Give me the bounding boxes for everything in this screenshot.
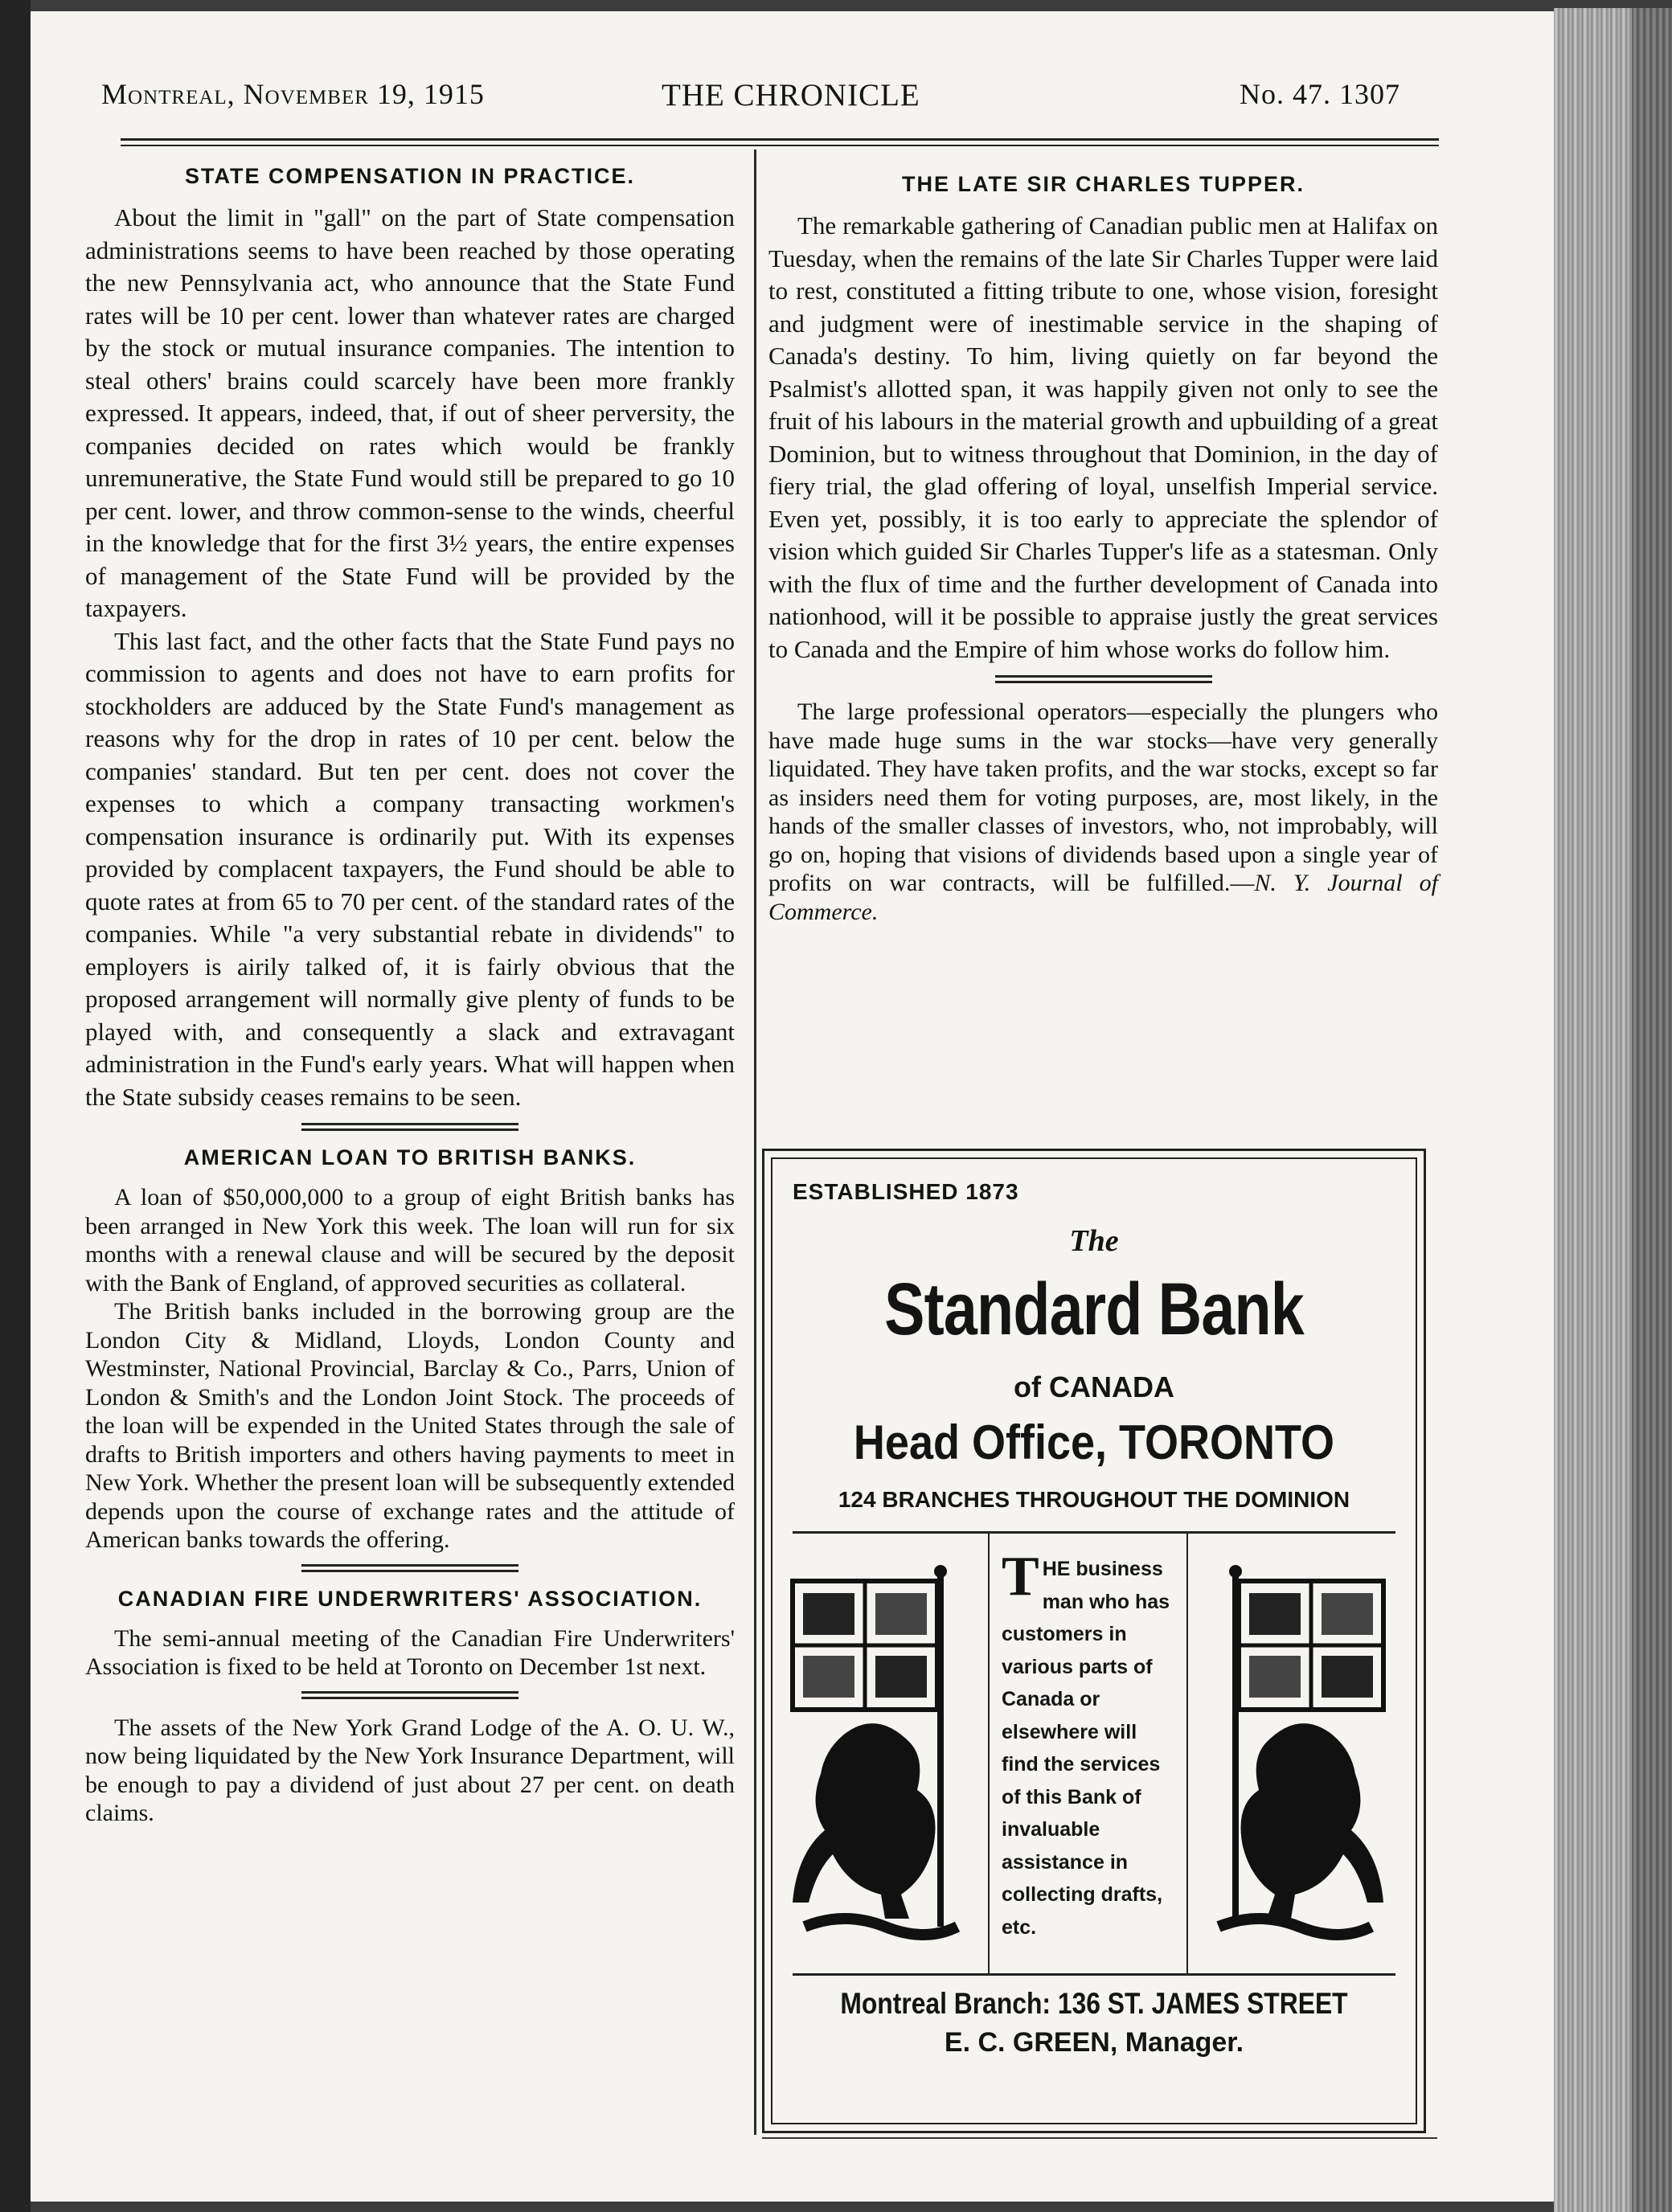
ad-montreal-branch: Montreal Branch: 136 ST. JAMES STREET xyxy=(840,1987,1348,2020)
ad-bank-name: Standard Bank xyxy=(884,1268,1304,1350)
advertisement-inner-border xyxy=(771,1157,1417,2124)
column-divider xyxy=(754,150,756,2135)
book-spine-edge xyxy=(1632,8,1672,2212)
article-paragraph: This last fact, and the other facts that the State Fund pays no commission to agents and does not have to earn profits for stockholders are adduced by the State Fund's management as reasons why for the drop in rates of 10 per cent. below the companies' standard. But ten per cent. does not cover the expenses to which a company transacting workmen's compensation insurance is ordinarily put. With its expenses provided by complacent taxpayers, the Fund should be able to quote rates at from 65 to 70 per cent. of the standard rates of the companies. While "a very substantial rebate in dividends" to employers is airily talked of, it is fairly obvious that the proposed arrangement will normally give plenty of funds to be played with, and consequently a slack and extravagant administration in the Fund's early years. What will happen when the State subsidy ceases remains to be seen. xyxy=(85,626,735,1111)
ad-rule xyxy=(1186,1531,1188,1973)
article-paragraph: The British banks included in the borrowing group are the London City & Midland, Lloyds, London County and Westminster, National Provincial, Barclay & Co., Parrs, Union of London & Smith's and the London Joint Stock. The proceeds of the loan will be expended in the United States through the sale of drafts to British importers and others having payments to meet in New York. Whether the present loan will be subsequently extended depends upon the course of exchange rates and the attitude of American banks towards the offering. xyxy=(85,1298,735,1553)
headline-american-loan: AMERICAN LOAN TO BRITISH BANKS. xyxy=(183,1145,637,1169)
article-paragraph: About the limit in "gall" on the part of State compensation administrations seems to have been reached by those operating the new Pennsylvania act, who announce that the State Fund rates will be 10 per cent. lower than whatever rates are charged by the stock or mutual insurance companies. The intention to steal others' brains could scarcely have been more frankly expressed. It appears, indeed, that, if out of sheer perversity, the companies decided on rates which would be frankly unremunerative, the State Fund would still be prepared to go 10 per cent. lower, and throw common-sense to the winds, cheerful in the knowledge that for the first 3½ years, the entire expenses of management of the State Fund will be provided by the taxpayers. xyxy=(85,203,735,622)
newspaper-page xyxy=(31,11,1554,2202)
section-divider xyxy=(301,1564,518,1572)
header-rule-secondary xyxy=(121,145,1439,146)
headline-charles-tupper: THE LATE SIR CHARLES TUPPER. xyxy=(901,172,1305,196)
section-divider xyxy=(995,675,1212,683)
article-paragraph xyxy=(768,698,1438,926)
article-text: The large professional operators—especially the plungers who have made huge sums in the war stocks—have very generally liquidated. They have taken profits, and the war stocks, except so far as insiders need them for voting purposes, are, most likely, in the hands of the smaller classes of investors, who, not improbably, will go on, hoping that visions of dividends based upon a single year of profits on war contracts, will be fulfilled.— xyxy=(768,698,1438,896)
ad-dropcap: T xyxy=(1002,1546,1039,1608)
ad-of-canada: of CANADA xyxy=(1014,1370,1174,1403)
lion-flag-emblem-icon xyxy=(789,1549,973,1951)
lion-flag-emblem-icon xyxy=(1203,1549,1387,1951)
ad-rule xyxy=(793,1973,1395,1976)
footer-rule xyxy=(762,2137,1437,2139)
ad-branches: 124 BRANCHES THROUGHOUT THE DOMINION xyxy=(838,1487,1350,1512)
headline-state-compensation: STATE COMPENSATION IN PRACTICE. xyxy=(184,164,635,188)
article-paragraph: The remarkable gathering of Canadian public men at Halifax on Tuesday, when the remains of the late Sir Charles Tupper were laid to rest, constituted a fitting tribute to one, whose vision, foresight and judgment were of inestimable service in the shaping of Canada's destiny. To him, living quietly on far beyond the Psalmist's allotted span, it was happily given not only to see the fruit of his labours in the material growth and upbuilding of a great Dominion, but to witness throughout that Dominion, in the day of fiery trial, the glad offering of loyal, unselfish Imperial service. Even yet, possibly, it is too early to appreciate the splendor of vision which guided Sir Charles Tupper's life as a statesman. Only with the flux of time and the further development of Canada into nationhood, will it be possible to appraise justly the great services to Canada and the Empire of him whose works do follow him. xyxy=(768,211,1438,663)
header-page-number: No. 47. 1307 xyxy=(1240,78,1400,110)
header-dateline: Montreal, November 19, 1915 xyxy=(101,78,485,110)
header-rule xyxy=(121,138,1439,141)
section-divider xyxy=(301,1123,518,1131)
article-paragraph: The semi-annual meeting of the Canadian Fire Underwriters' Association is fixed to be held at Toronto on December 1st next. xyxy=(85,1624,735,1680)
ad-rule xyxy=(793,1531,1395,1534)
standard-bank-advertisement xyxy=(762,1149,1426,2133)
ad-established: ESTABLISHED 1873 xyxy=(793,1179,1019,1204)
ad-manager: E. C. GREEN, Manager. xyxy=(944,2027,1244,2058)
left-column xyxy=(85,156,735,1828)
scan-left-edge xyxy=(0,0,31,2212)
ad-body-text xyxy=(1002,1546,1178,1944)
ad-rule xyxy=(988,1531,990,1973)
ad-head-office: Head Office, TORONTO xyxy=(853,1415,1335,1469)
right-column xyxy=(768,156,1438,926)
ad-the: The xyxy=(1069,1224,1119,1258)
article-paragraph: The assets of the New York Grand Lodge of the A. O. U. W., now being liquidated by the New York Insurance Department, will be enough to pay a dividend of just about 27 per cent. on death claims. xyxy=(85,1714,735,1826)
headline-fire-underwriters: CANADIAN FIRE UNDERWRITERS' ASSOCIATION. xyxy=(117,1586,703,1611)
header-title: THE CHRONICLE xyxy=(662,78,920,113)
section-divider xyxy=(301,1691,518,1699)
article-source: N. Y. Journal of Commerce. xyxy=(768,870,1438,925)
article-paragraph: A loan of $50,000,000 to a group of eight British banks has been arranged in New York this week. The loan will run for six months with a renewal clause and will be secured by the deposit with the Bank of England, of approved securities as collateral. xyxy=(85,1184,735,1296)
ad-body-copy: HE business man who has customers in various parts of Canada or elsewhere will find the services of this Bank of invaluable assistance in collecting drafts, etc. xyxy=(1002,1558,1170,1939)
